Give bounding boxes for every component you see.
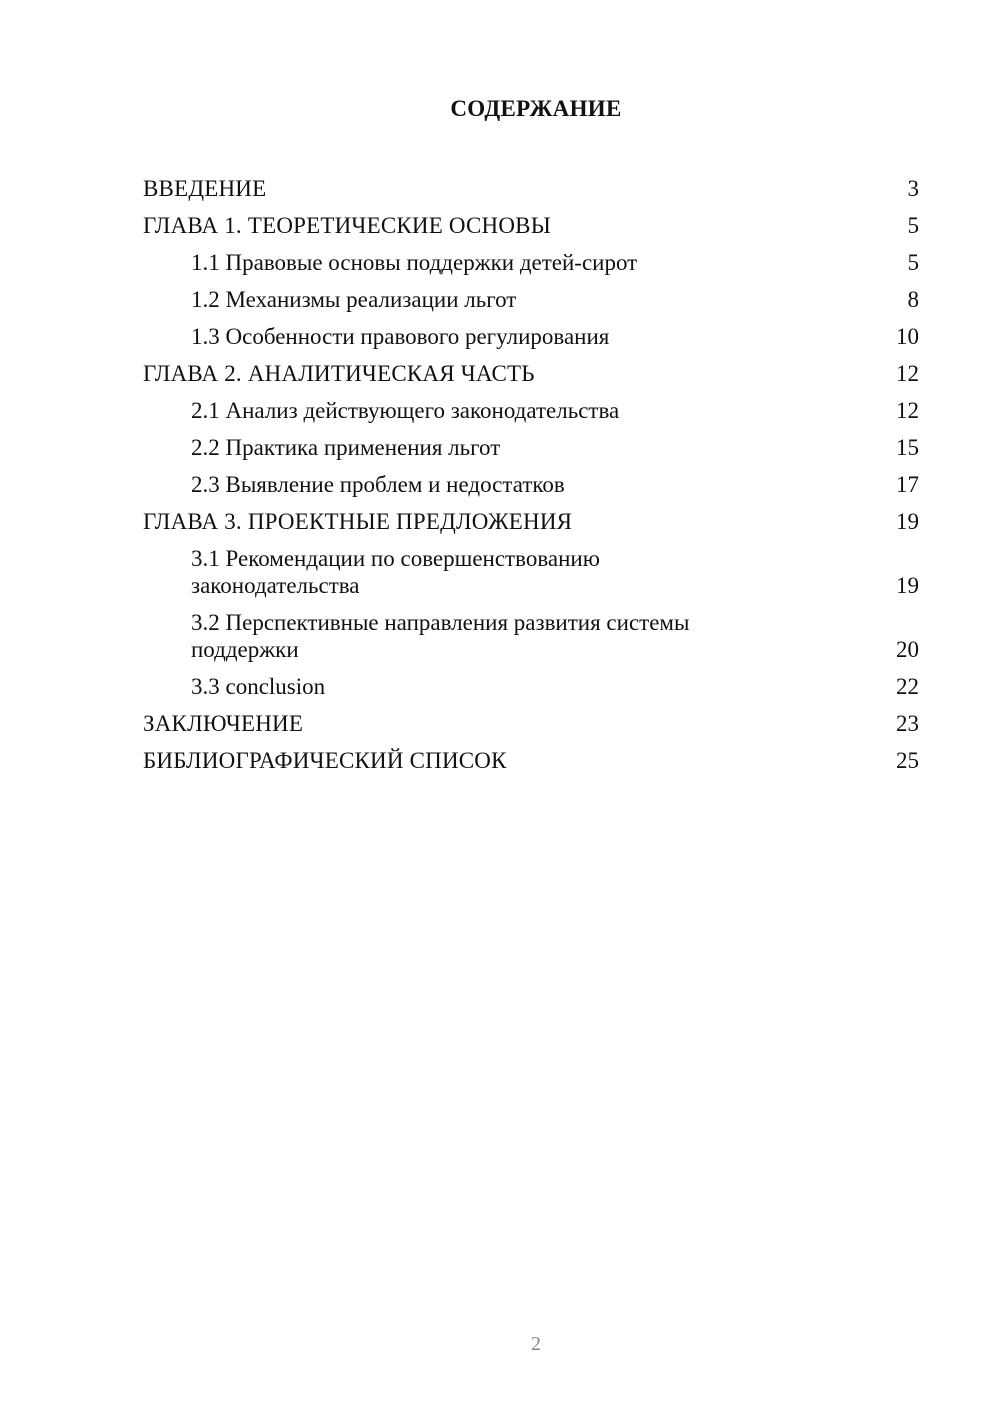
page-number: 2 <box>531 1333 541 1355</box>
toc-entry-page: 19 <box>896 573 919 598</box>
toc-entry-page: 22 <box>896 674 919 699</box>
toc-entry-conclusion[interactable] <box>143 703 919 740</box>
toc-entry-section-1-2[interactable] <box>143 279 919 316</box>
toc-entry-page: 8 <box>907 287 919 312</box>
toc-entry-title: 3.2 Перспективные направления развития системы поддержки <box>191 610 690 662</box>
toc-entry-section-2-3[interactable] <box>143 464 919 501</box>
toc-entry-title: 1.3 Особенности правового регулирования <box>191 324 610 349</box>
toc-entry-title: 3.1 Рекомендации по совершенствованию законодательства <box>191 546 600 598</box>
toc-entry-page: 12 <box>896 361 919 386</box>
toc-entry-chapter-1[interactable] <box>143 205 919 242</box>
toc-entry-title: 2.1 Анализ действующего законодательства <box>191 398 620 423</box>
toc-entry-section-1-3[interactable] <box>143 316 919 353</box>
toc-entry-title: ГЛАВА 1. ТЕОРЕТИЧЕСКИЕ ОСНОВЫ <box>143 213 551 238</box>
toc-entry-page: 25 <box>896 748 919 773</box>
page-title: СОДЕРЖАНИЕ <box>450 96 622 121</box>
toc-entry-title: 1.1 Правовые основы поддержки детей-сирот <box>191 250 638 275</box>
toc-entry-page: 15 <box>896 435 919 460</box>
toc-entry-chapter-3[interactable] <box>143 501 919 538</box>
table-of-contents <box>143 168 919 777</box>
toc-entry-bibliography[interactable] <box>143 740 919 777</box>
toc-entry-page: 17 <box>896 472 919 497</box>
toc-entry-title: 2.3 Выявление проблем и недостатков <box>191 472 565 497</box>
toc-entry-title: ГЛАВА 2. АНАЛИТИЧЕСКАЯ ЧАСТЬ <box>143 361 535 386</box>
toc-entry-page: 3 <box>907 176 919 201</box>
toc-entry-page: 10 <box>896 324 919 349</box>
toc-entry-title: 3.3 conclusion <box>191 674 326 699</box>
toc-entry-page: 5 <box>907 250 919 275</box>
toc-entry-page: 19 <box>896 509 919 534</box>
toc-entry-section-3-3[interactable] <box>143 666 919 703</box>
toc-entry-section-2-2[interactable] <box>143 427 919 464</box>
toc-entry-page: 12 <box>896 398 919 423</box>
toc-entry-page: 20 <box>896 637 919 662</box>
toc-entry-title: 1.2 Механизмы реализации льгот <box>191 287 517 312</box>
toc-entry-introduction[interactable] <box>143 168 919 205</box>
toc-entry-section-3-2[interactable] <box>143 602 919 666</box>
toc-entry-title: ГЛАВА 3. ПРОЕКТНЫЕ ПРЕДЛОЖЕНИЯ <box>143 509 573 534</box>
toc-entry-title: ВВЕДЕНИЕ <box>143 176 267 201</box>
toc-entry-section-2-1[interactable] <box>143 390 919 427</box>
toc-entry-page: 23 <box>896 711 919 736</box>
toc-entry-section-3-1[interactable] <box>143 538 919 602</box>
toc-entry-chapter-2[interactable] <box>143 353 919 390</box>
toc-entry-title: ЗАКЛЮЧЕНИЕ <box>143 711 304 736</box>
toc-entry-section-1-1[interactable] <box>143 242 919 279</box>
toc-entry-title: 2.2 Практика применения льгот <box>191 435 501 460</box>
toc-entry-page: 5 <box>907 213 919 238</box>
toc-entry-title: БИБЛИОГРАФИЧЕСКИЙ СПИСОК <box>143 748 507 773</box>
